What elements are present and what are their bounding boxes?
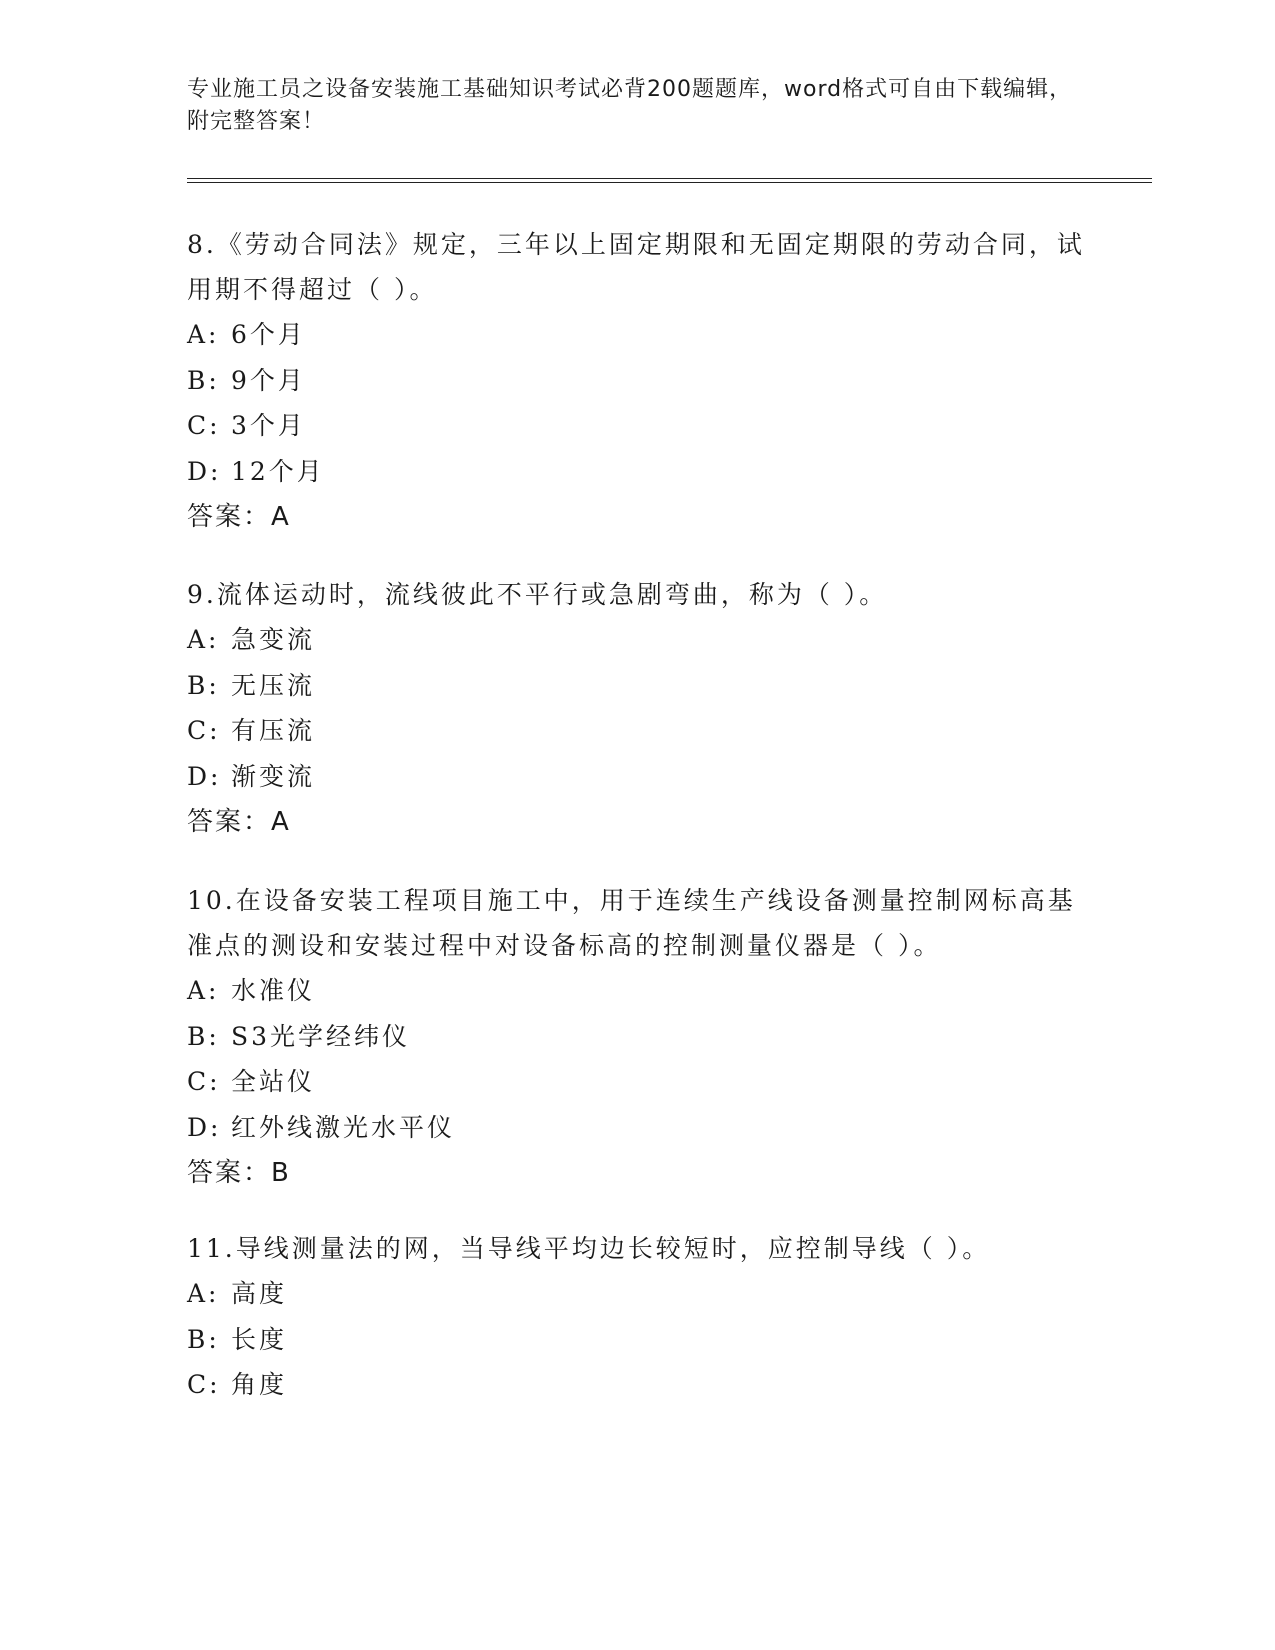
option-text: 渐变流 [231, 761, 316, 791]
option-c [187, 403, 1087, 449]
option-a [187, 617, 1087, 663]
option-a [187, 968, 1087, 1014]
option-letter: A: [187, 976, 220, 1005]
option-d [187, 1105, 1087, 1151]
option-letter: D: [187, 456, 222, 486]
question-stem: 10.在设备安装工程项目施工中，用于连续生产线设备测量控制网标高基准点的测设和安装过程中对设备标高的控制测量仪器是（ ）。 [187, 886, 1076, 960]
option-b [187, 358, 1087, 404]
option-text: 6个月 [231, 320, 306, 349]
option-text: 有压流 [231, 716, 316, 745]
option-text: 无压流 [231, 670, 316, 700]
option-b [187, 1317, 1087, 1363]
option-letter: B: [187, 1324, 220, 1354]
option-text: 高度 [231, 1279, 288, 1308]
option-text: 全站仪 [231, 1067, 316, 1096]
option-letter: A: [187, 1279, 220, 1308]
header-double-rule [187, 178, 1152, 183]
option-letter: B: [187, 1021, 220, 1051]
option-letter: A: [187, 320, 220, 349]
option-letter: D: [187, 761, 222, 791]
question-stem: 11.导线测量法的网，当导线平均边长较短时，应控制导线（ ）。 [187, 1234, 991, 1263]
option-c [187, 708, 1087, 754]
option-d [187, 449, 1087, 495]
option-text: 水准仪 [231, 976, 316, 1005]
option-c [187, 1362, 1087, 1408]
option-a [187, 1271, 1087, 1317]
option-letter: D: [187, 1112, 222, 1142]
option-text: 9个月 [231, 365, 306, 395]
option-letter: A: [187, 625, 220, 654]
option-letter: B: [187, 670, 220, 700]
option-text: 急变流 [231, 625, 316, 654]
answer-line: 答案：A [187, 807, 291, 837]
option-text: 红外线激光水平仪 [231, 1112, 456, 1142]
option-text: 角度 [231, 1370, 288, 1399]
option-letter: C: [187, 1370, 221, 1399]
question-8 [187, 222, 1087, 540]
option-a [187, 312, 1087, 358]
question-stem: 8.《劳动合同法》规定，三年以上固定期限和无固定期限的劳动合同，试用期不得超过（ ）。 [187, 230, 1085, 304]
question-10 [187, 878, 1087, 1196]
option-d [187, 754, 1087, 800]
question-11 [187, 1226, 1087, 1408]
option-b [187, 1014, 1087, 1060]
option-text: 长度 [231, 1324, 288, 1354]
option-text: 12个月 [231, 456, 325, 486]
option-text: 3个月 [231, 411, 306, 440]
question-stem: 9.流体运动时，流线彼此不平行或急剧弯曲，称为（ ）。 [187, 580, 888, 609]
option-text: S3光学经纬仪 [231, 1021, 411, 1051]
option-letter: B: [187, 365, 220, 395]
question-9 [187, 572, 1087, 845]
option-b [187, 663, 1087, 709]
option-c [187, 1059, 1087, 1105]
option-letter: C: [187, 411, 221, 440]
answer-line: 答案：A [187, 502, 291, 532]
document-header: 专业施工员之设备安装施工基础知识考试必背200题题库，word格式可自由下载编辑，附完整答案！ [187, 77, 1073, 134]
option-letter: C: [187, 716, 221, 745]
answer-line: 答案：B [187, 1158, 291, 1188]
option-letter: C: [187, 1067, 221, 1096]
